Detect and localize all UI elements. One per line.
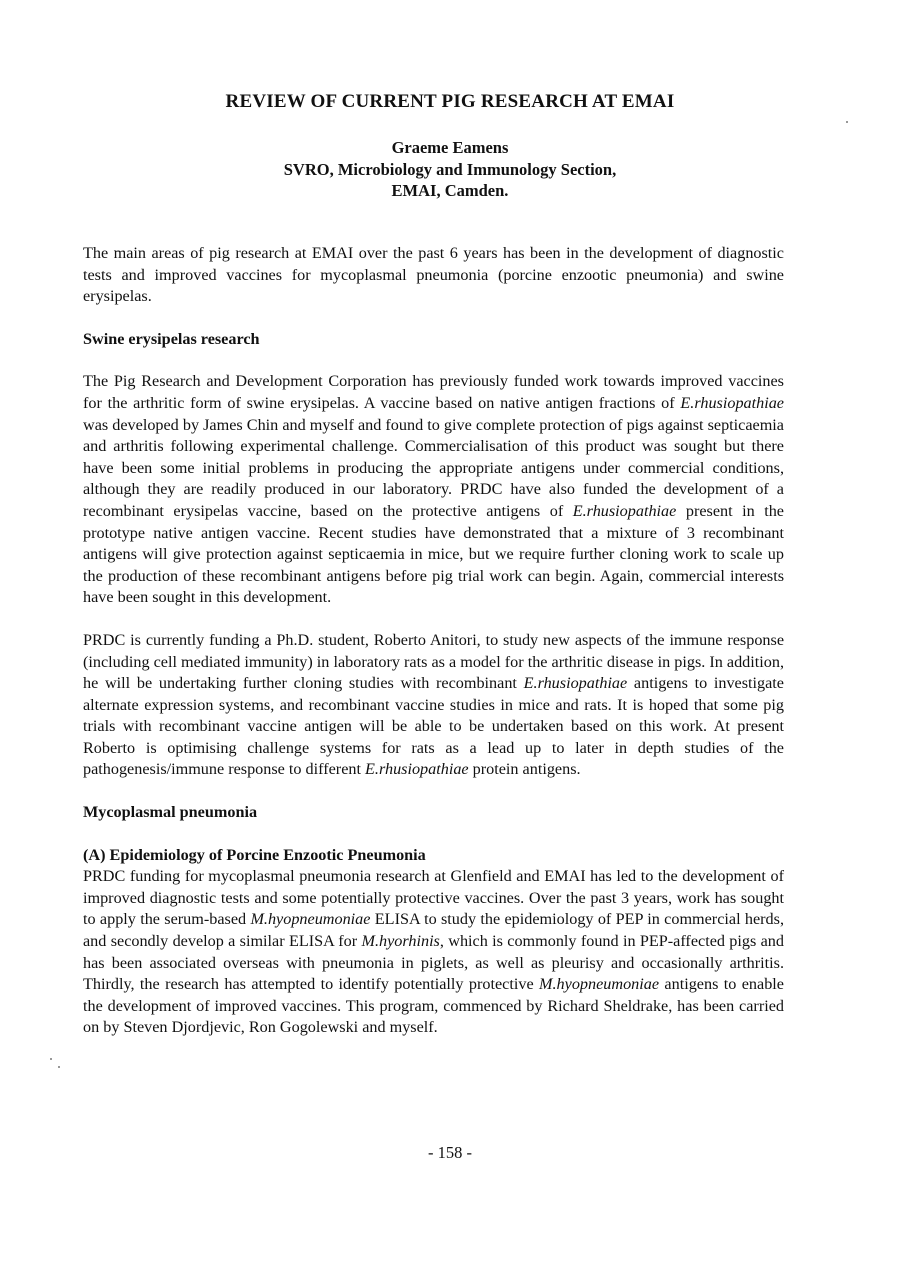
scan-speck (846, 121, 848, 123)
author-name: Graeme Eamens (391, 138, 509, 157)
affiliation-line-1: SVRO, Microbiology and Immunology Section, (283, 159, 617, 179)
text-run: PRDC is currently funding a Ph.D. student, Roberto Anitori, to study new aspects of the immune response (including cell mediated immunity) in laboratory rats as a model for the arthritic disease in pigs. In addition, he will be undertaking further cloning studies with recombinant (83, 630, 784, 693)
text-run: PRDC funding for mycoplasmal pneumonia research at Glenfield and EMAI has led to the development of improved diagnostic tests and some potentially protective vaccines. Over the past 3 years, work has sought to apply the serum-based (83, 867, 784, 929)
document-title: REVIEW OF CURRENT PIG RESEARCH AT EMAI (225, 91, 675, 112)
intro-paragraph: The main areas of pig research at EMAI over the past 6 years has been in the development of diagnostic tests and improved vaccines for mycoplasmal pneumonia (porcine enzootic pneumonia) and swine erysipelas. (83, 244, 784, 306)
scan-speck (58, 1066, 60, 1068)
text-run: antigens to enable the development of improved vaccines. This program, commenced by Richard Sheldrake, has been carried on by Steven Djordjevic, Ron Gogolewski and myself. (83, 975, 784, 1037)
text-run: , which is commonly found in PEP-affected pigs and has been associated overseas with pneumonia in piglets, as well as pleurisy and occasionally arthritis. Thirdly, the research has attempted to identify potentially protective (83, 932, 784, 994)
erysipelas-paragraph-2 (83, 630, 784, 781)
mycoplasma-paragraph (83, 866, 784, 1039)
text-run: present in the prototype native antigen vaccine. Recent studies have demonstrated that a mixture of 3 recombinant antigens will give protection against septicaemia in mice, but we require further cloning work to scale up the production of these recombinant antigens before pig trial work can begin. Again, commercial interests have been sought in this development. (83, 501, 784, 607)
species-name: E.rhusiopathiae (523, 674, 628, 693)
species-name: E.rhusiopathiae (365, 760, 469, 779)
text-run: protein antigens. (468, 760, 581, 779)
document-body (83, 243, 784, 1039)
species-name: M.hyopneumoniae (539, 975, 660, 994)
section-heading-mycoplasmal-pneumonia: Mycoplasmal pneumonia (83, 803, 258, 822)
species-name: E.rhusiopathiae (680, 393, 784, 412)
text-run: antigens to investigate alternate expression systems, and recombinant vaccine studies in mice and rats. It is hoped that some pig trials with recombinant vaccine antigen will be able to be undertaken based on this work. At present Roberto is optimising challenge systems for rats as a lead up to later in depth studies of the pathogenesis/immune response to different (83, 674, 784, 779)
text-run: The Pig Research and Development Corporation has previously funded work towards improved vaccines for the arthritic form of swine erysipelas. A vaccine based on native antigen fractions of (83, 372, 784, 412)
species-name: M.hyorhinis (361, 932, 440, 951)
species-name: M.hyopneumoniae (250, 910, 371, 929)
erysipelas-paragraph-1 (83, 371, 784, 609)
text-run: ELISA to study the epidemiology of PEP in commercial herds, and secondly develop a similar ELISA for (83, 910, 784, 951)
subsection-heading-epidemiology: (A) Epidemiology of Porcine Enzootic Pneumonia (83, 845, 426, 864)
text-run: was developed by James Chin and myself and found to give complete protection of pigs against septicaemia and arthritis following experimental challenge. Commercialisation of this product was sought but there have been some initial problems in producing the appropriate antigens under commercial conditions, although they are readily produced in our laboratory. PRDC have also funded the development of a recombinant erysipelas vaccine, based on the protective antigens of (83, 415, 784, 520)
page-number: - 158 - (428, 1143, 472, 1162)
scan-speck (50, 1058, 52, 1060)
species-name: E.rhusiopathiae (572, 501, 677, 520)
author-block (0, 137, 900, 202)
affiliation-line-2: EMAI, Camden. (391, 181, 509, 200)
section-heading-swine-erysipelas: Swine erysipelas research (83, 329, 260, 348)
